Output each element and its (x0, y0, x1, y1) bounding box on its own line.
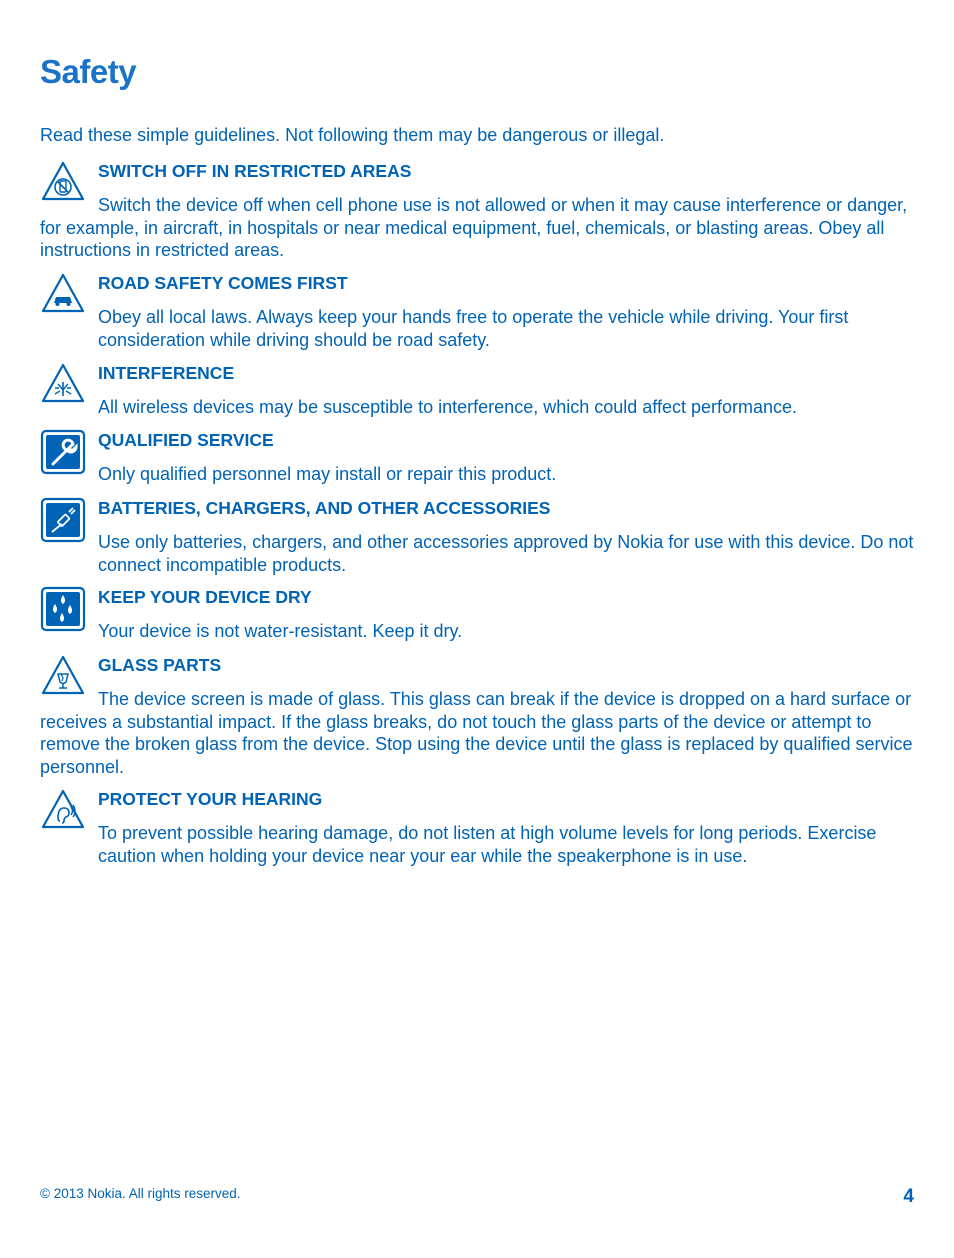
section-body: Switch the device off when cell phone use is not allowed or when it may cause interference or danger, for example, in aircraft, in hospitals or near medical equipment, fuel, chemicals, or blasting areas. Obey all instructions in restricted areas. (40, 195, 908, 260)
section-qualified-service (40, 429, 915, 486)
section-body: Your device is not water-resistant. Keep it dry. (98, 621, 463, 641)
section-keep-dry (40, 586, 915, 643)
section-body: All wireless devices may be susceptible to interference, which could affect performance. (98, 397, 798, 417)
section-body: Only qualified personnel may install or repair this product. (98, 464, 557, 484)
section-body: Use only batteries, chargers, and other accessories approved by Nokia for use with this device. Do not connect incompatible products. (98, 532, 914, 575)
interference-warning-icon (40, 362, 86, 408)
car-warning-icon (40, 272, 86, 318)
section-body: To prevent possible hearing damage, do not listen at high volume levels for long periods. Exercise caution when holding your device near your ear while the speakerphone is in use. (98, 823, 877, 866)
wrench-icon (40, 429, 86, 475)
section-glass-parts (40, 654, 915, 778)
page-number: 4 (903, 1186, 914, 1207)
section-heading: KEEP YOUR DEVICE DRY (98, 587, 312, 607)
section-body: The device screen is made of glass. This glass can break if the device is dropped on a hard surface or receives a substantial impact. If the glass breaks, do not touch the glass parts of the device or attempt to remove the broken glass from the device. Stop using the device until the glass is replaced by qualified service personnel. (40, 689, 913, 777)
restricted-phone-warning-icon (40, 160, 86, 206)
section-heading: QUALIFIED SERVICE (98, 430, 274, 450)
section-heading: GLASS PARTS (98, 655, 222, 675)
section-batteries (40, 497, 915, 576)
section-heading: PROTECT YOUR HEARING (98, 789, 323, 809)
water-drops-icon (40, 586, 86, 632)
section-heading: SWITCH OFF IN RESTRICTED AREAS (98, 161, 412, 181)
broken-glass-warning-icon (40, 654, 86, 700)
footer-copyright: © 2013 Nokia. All rights reserved. (40, 1186, 241, 1201)
section-restricted-areas (40, 160, 915, 262)
intro-text: Read these simple guidelines. Not following them may be dangerous or illegal. (40, 125, 665, 145)
section-interference (40, 362, 915, 419)
section-heading: BATTERIES, CHARGERS, AND OTHER ACCESSORIES (98, 498, 551, 518)
page-title: Safety (40, 53, 137, 90)
section-heading: ROAD SAFETY COMES FIRST (98, 273, 348, 293)
section-body: Obey all local laws. Always keep your hands free to operate the vehicle while driving. Your first consideration while driving should be road safety. (98, 307, 849, 350)
section-heading: INTERFERENCE (98, 363, 235, 383)
charger-cable-icon (40, 497, 86, 543)
section-protect-hearing (40, 788, 915, 867)
ear-warning-icon (40, 788, 86, 834)
section-road-safety (40, 272, 915, 351)
